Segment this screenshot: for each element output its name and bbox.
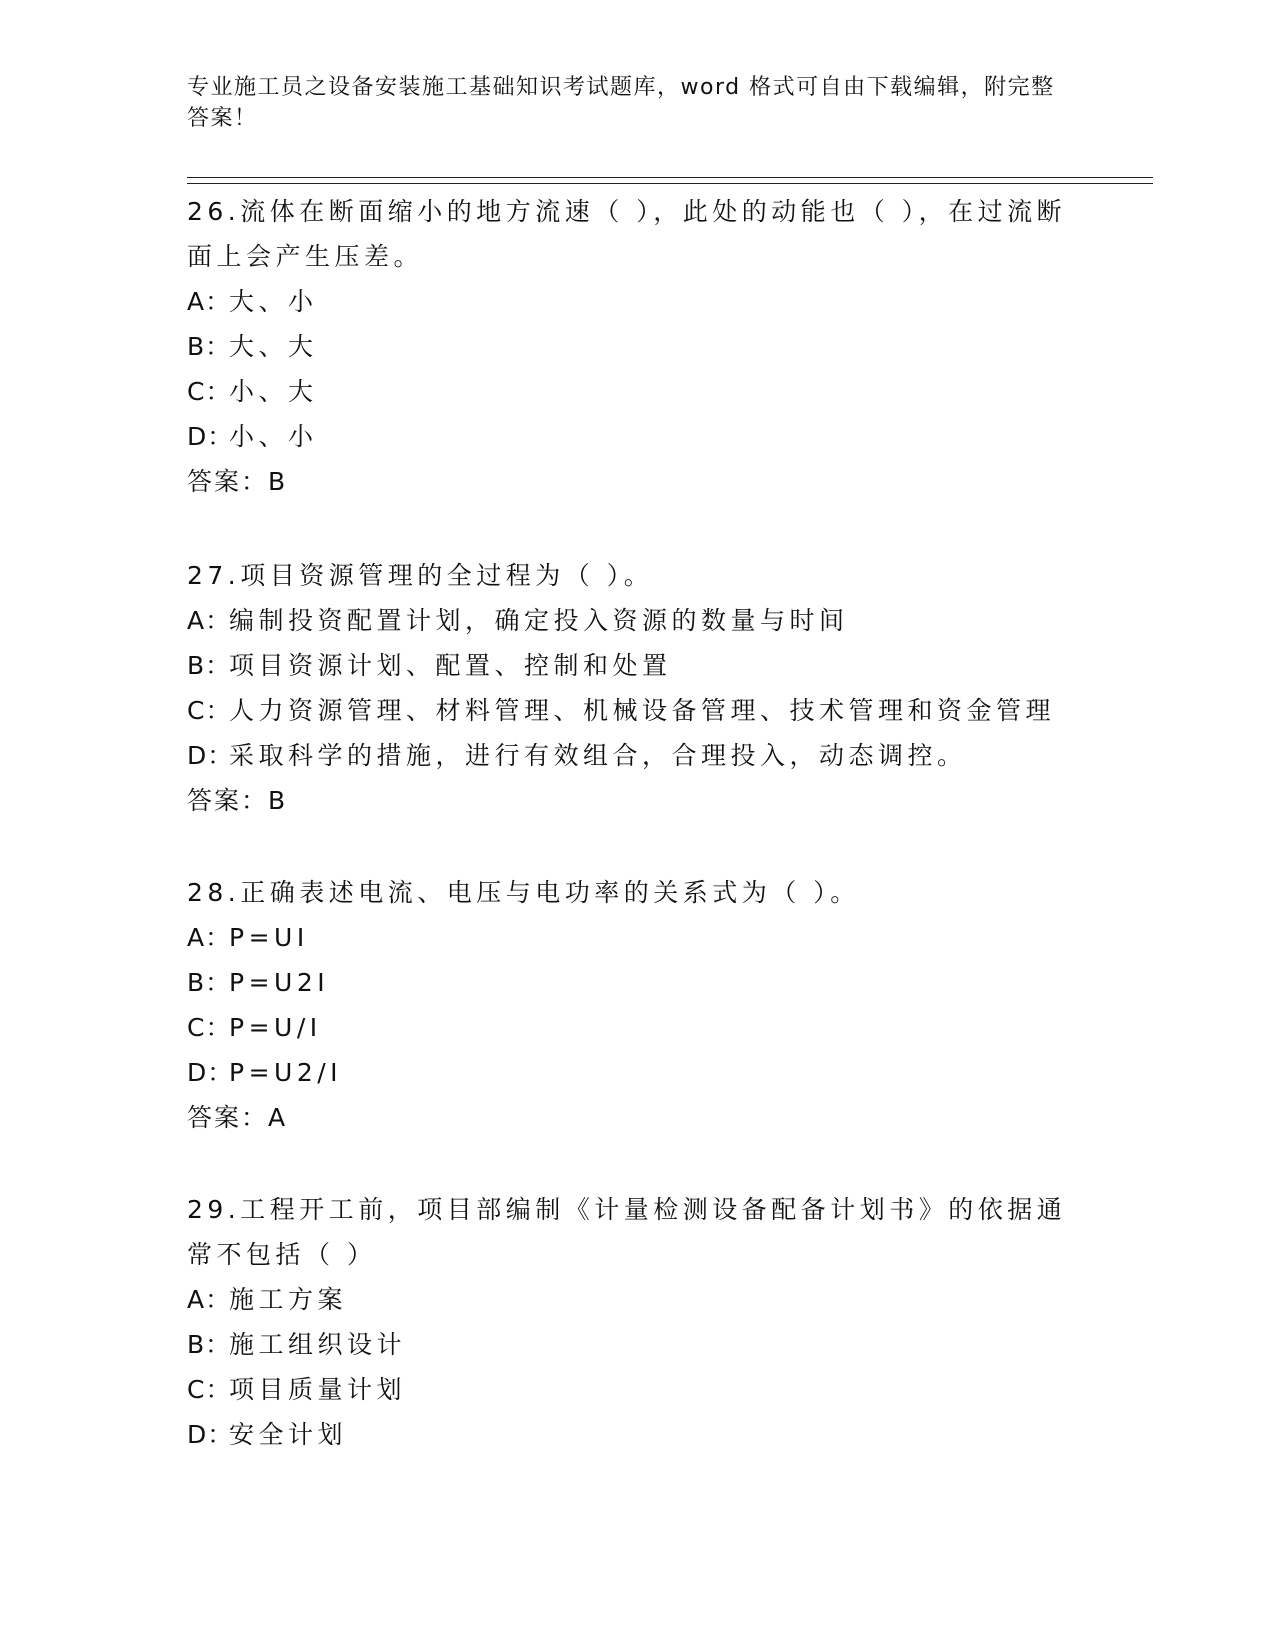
option-key: D：	[187, 422, 234, 451]
question-29	[187, 1187, 1087, 1457]
option-c	[187, 1005, 1087, 1050]
question-26	[187, 189, 1087, 504]
option-d	[187, 1050, 1087, 1095]
option-key: A：	[187, 923, 232, 952]
option-text: 项目质量计划	[229, 1375, 407, 1404]
question-27	[187, 553, 1087, 823]
header-divider-top	[187, 177, 1153, 178]
option-text: 大、小	[229, 287, 318, 316]
document-header: 专业施工员之设备安装施工基础知识考试题库，word 格式可自由下载编辑，附完整答案！	[187, 75, 1055, 131]
option-key: B：	[187, 1330, 232, 1359]
option-text: P=U2/I	[229, 1058, 343, 1087]
question-stem: 27.项目资源管理的全过程为（ ）。	[187, 561, 654, 590]
option-key: D：	[187, 1420, 234, 1449]
option-text: P=UI	[229, 923, 309, 952]
question-28	[187, 870, 1087, 1140]
option-text: P=U/I	[229, 1013, 322, 1042]
option-key: C：	[187, 696, 232, 725]
option-b	[187, 643, 1087, 688]
option-text: 施工组织设计	[229, 1330, 407, 1359]
option-b	[187, 1322, 1087, 1367]
option-key: A：	[187, 1285, 232, 1314]
option-text: 施工方案	[229, 1285, 348, 1314]
option-a	[187, 1277, 1087, 1322]
option-key: D：	[187, 741, 234, 770]
option-key: D：	[187, 1058, 234, 1087]
option-c	[187, 688, 1087, 733]
option-text: P=U2I	[229, 968, 330, 997]
option-c	[187, 1367, 1087, 1412]
option-key: B：	[187, 332, 232, 361]
option-b	[187, 324, 1087, 369]
option-b	[187, 960, 1087, 1005]
option-key: C：	[187, 1013, 232, 1042]
option-key: B：	[187, 968, 232, 997]
option-key: B：	[187, 651, 232, 680]
option-d	[187, 733, 1087, 778]
question-stem: 29.工程开工前，项目部编制《计量检测设备配备计划书》的依据通常不包括（ ）	[187, 1195, 1067, 1269]
option-text: 大、大	[229, 332, 318, 361]
answer-line: 答案：B	[187, 786, 288, 815]
question-stem: 28.正确表述电流、电压与电功率的关系式为（ ）。	[187, 878, 860, 907]
option-text: 编制投资配置计划，确定投入资源的数量与时间	[229, 606, 849, 635]
answer-line: 答案：A	[187, 1103, 288, 1132]
option-d	[187, 414, 1087, 459]
option-text: 小、大	[229, 377, 318, 406]
option-text: 采取科学的措施，进行有效组合，合理投入，动态调控。	[229, 741, 967, 770]
option-key: C：	[187, 377, 232, 406]
question-stem: 26.流体在断面缩小的地方流速（ ），此处的动能也（ ），在过流断面上会产生压差。	[187, 197, 1067, 271]
option-text: 项目资源计划、配置、控制和处置	[229, 651, 672, 680]
option-text: 安全计划	[229, 1420, 348, 1449]
option-key: C：	[187, 1375, 232, 1404]
option-a	[187, 598, 1087, 643]
option-text: 小、小	[229, 422, 318, 451]
option-key: A：	[187, 606, 232, 635]
answer-line: 答案：B	[187, 467, 288, 496]
option-c	[187, 369, 1087, 414]
option-d	[187, 1412, 1087, 1457]
header-divider-bottom	[187, 183, 1153, 184]
option-text: 人力资源管理、材料管理、机械设备管理、技术管理和资金管理	[229, 696, 1056, 725]
option-key: A：	[187, 287, 232, 316]
option-a	[187, 915, 1087, 960]
option-a	[187, 279, 1087, 324]
